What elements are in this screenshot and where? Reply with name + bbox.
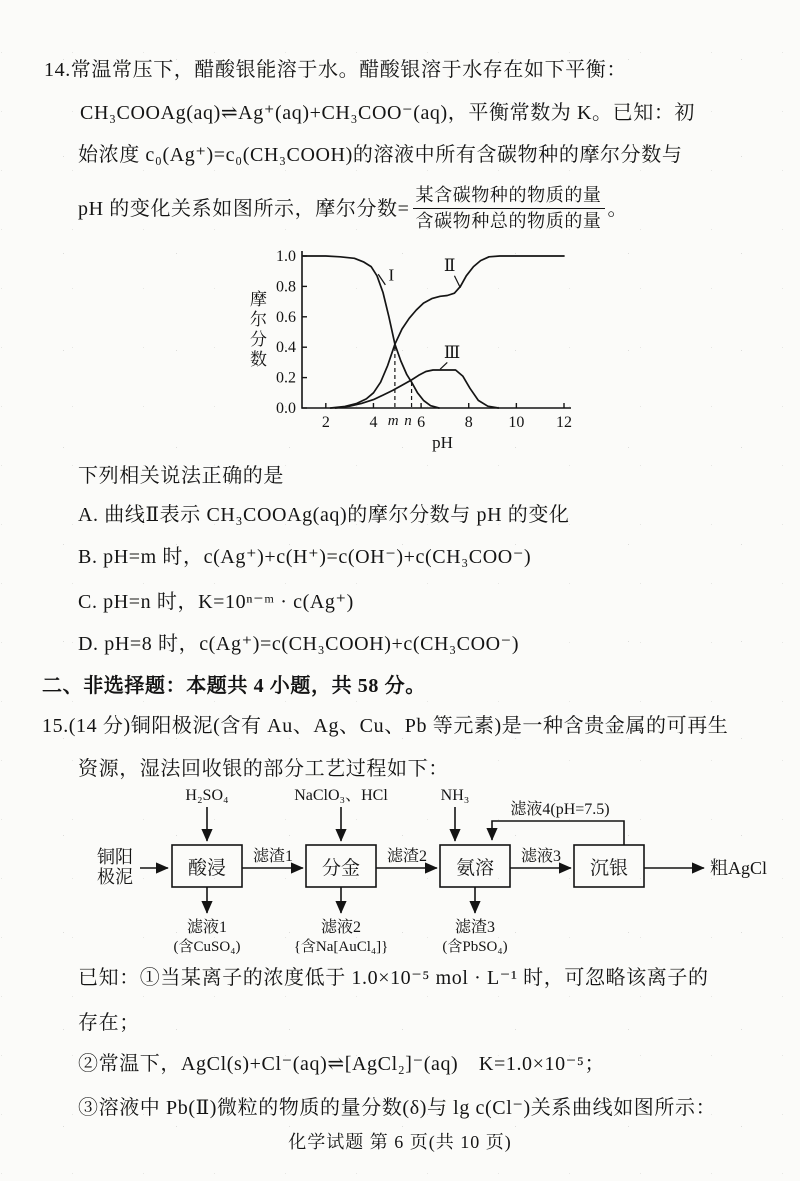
q14-question-prompt: 下列相关说法正确的是 [78,465,284,487]
option-D [78,632,519,656]
input-naclo3-hcl-label: NaClO₃、HCl [294,787,388,804]
option-B-text: pH=m 时，c(Ag⁺)+c(H⁺)=c(OH⁻)+c(CH₃COO⁻) [103,546,532,568]
section-2-header: 二、非选择题：本题共 4 小题，共 58 分。 [42,675,426,697]
feed-label-line2: 极泥 [97,867,133,887]
option-A-text: 曲线Ⅱ表示 CH₃COOAg(aq)的摩尔分数与 pH 的变化 [104,504,570,526]
mole-fraction-formula [413,184,605,234]
q14-equation-line: CH₃COOAg(aq)⇌Ag⁺(aq)+CH₃COO⁻(aq)，平衡常数为 K。已知：初 [80,102,696,124]
curve-label-Ⅲ: Ⅲ [443,342,461,362]
x-tick-label-m: m [387,413,399,429]
q15-stem-line-2: 资源，湿法回收银的部分工艺过程如下： [78,758,449,780]
box-acid-leach-label: 酸浸 [187,858,227,879]
mole-fraction-chart-svg [256,244,596,462]
x-axis-title: pH [432,433,453,452]
q15-known-1b: 存在； [78,1012,140,1034]
option-A [78,503,570,527]
curve-label-pointer [440,362,447,369]
q15-known-2: ②常温下，AgCl(s)+Cl⁻(aq)⇌[AgCl₂]⁻(aq) K=1.0×10⁻⁵； [78,1053,606,1075]
y-tick-label: 0.8 [276,278,296,296]
residue3-content: (含PbSO₄) [442,939,508,955]
option-C [78,590,354,614]
x-tick-label: 10 [508,414,525,431]
x-tick-label: 12 [556,414,572,431]
x-tick-label: 2 [321,414,330,431]
option-B-label: B. [78,546,98,568]
fraction-numerator: 某含碳物种的物质的量 [413,184,605,209]
page-footer: 化学试题 第 6 页(共 10 页) [288,1132,512,1152]
filtrate3-label: 滤液3 [520,848,562,865]
q14-stem-line-1: 14.常温常压下，醋酸银能溶于水。醋酸银溶于水存在如下平衡： [44,59,627,81]
y-tick-label: 0.6 [276,308,296,326]
y-tick-label: 0.2 [276,369,296,387]
feed-label-line1: 铜阳 [97,847,133,867]
filtrate1-label: 滤液1 [186,919,228,936]
option-D-text: pH=8 时，c(Ag⁺)=c(CH₃COOH)+c(CH₃COO⁻) [104,633,520,655]
x-tick-label: 8 [464,414,473,431]
x-tick-label-n: n [404,413,412,429]
residue3-label: 滤渣3 [454,919,496,936]
product-label: 粗AgCl [710,858,768,878]
q14-stem-line-3: 始浓度 c₀(Ag⁺)=c₀(CH₃COOH)的溶液中所有含碳物种的摩尔分数与 [78,144,683,166]
x-tick-label: 6 [417,414,426,431]
filtrate4-label: 滤液4(pH=7.5) [510,801,610,818]
input-nh3-label: NH₃ [440,787,470,804]
option-A-label: A. [78,504,99,526]
option-C-text: pH=n 时，K=10ⁿ⁻ᵐ · c(Ag⁺) [103,591,354,613]
box-gold-separation-label: 分金 [321,858,361,879]
q14-mole-fraction-definition-line [78,184,628,234]
silver-recovery-flowchart [88,783,800,965]
y-tick-label: 0.4 [276,339,296,357]
flowchart-svg [88,783,800,965]
y-tick-label: 0.0 [276,400,296,417]
q15-stem-line-1: 15.(14 分)铜阳极泥(含有 Au、Ag、Cu、Pb 等元素)是一种含贵金属的可再生 [42,715,729,737]
box-silver-precipitation-label: 沉银 [589,858,629,879]
q15-known-3: ③溶液中 Pb(Ⅱ)微粒的物质的量分数(δ)与 lg c(Cl⁻)关系曲线如图所示： [78,1097,717,1119]
box-ammonia-dissolve-label: 氨溶 [455,858,495,879]
curve-II [331,256,564,408]
mole-fraction-chart [242,244,598,462]
chart-y-axis-title: 摩尔分数 [247,290,266,370]
filtrate1-content: (含CuSO₄) [173,939,241,955]
mole-fraction-def-suffix: 。 [607,197,629,220]
residue2-label: 滤渣2 [386,848,428,865]
filtrate2-label: 滤液2 [320,919,362,936]
y-tick-label: 1.0 [276,248,296,265]
curve-I [303,256,439,408]
residue1-label: 滤渣1 [252,848,294,865]
filtrate2-content: {含Na[AuCl₄]} [293,939,389,955]
option-D-label: D. [78,633,99,655]
chart-axes [302,251,571,408]
fraction-denominator: 含碳物种总的物质的量 [415,211,602,232]
option-C-label: C. [78,591,98,613]
mole-fraction-def-prefix: pH 的变化关系如图所示，摩尔分数= [78,197,410,220]
option-B [78,545,531,569]
q15-known-1a: 已知：①当某离子的浓度低于 1.0×10⁻⁵ mol · L⁻¹ 时，可忽略该离子的 [78,967,709,989]
curve-label-pointer [454,276,460,288]
input-h2so4-label: H₂SO₄ [185,787,229,804]
curve-label-I: I [388,265,395,285]
x-tick-label: 4 [369,414,378,431]
curve-label-Ⅱ: Ⅱ [443,256,456,276]
recycle-arrow-filtrate4 [492,821,624,845]
